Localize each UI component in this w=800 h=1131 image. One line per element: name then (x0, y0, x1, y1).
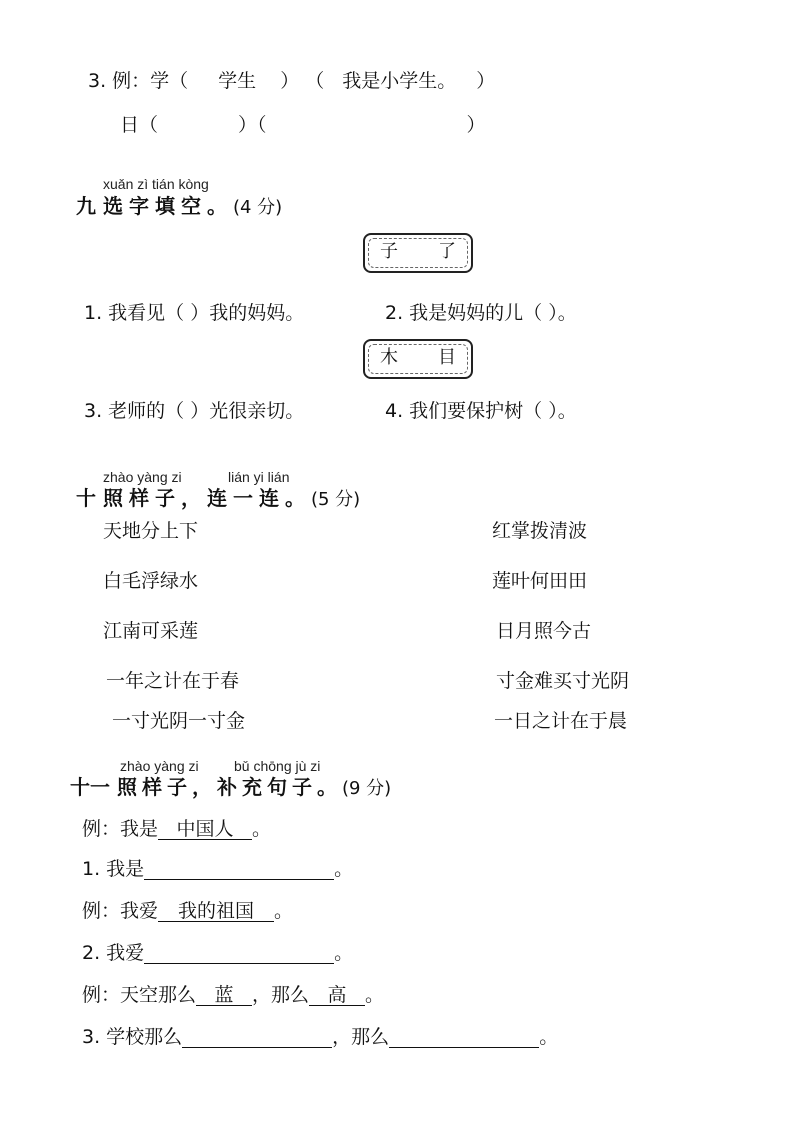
choice-box-1 (363, 233, 473, 273)
ex2-answer: 我的祖国 (158, 900, 274, 922)
section9-q3: 3. 老师的（ ）光很亲切。 (84, 400, 305, 422)
choice-2b: 目 (438, 347, 456, 368)
section11-pinyin-b: bǔ chōng jù zi (234, 758, 321, 774)
section10-title: 照样子，连一连。 (102, 486, 311, 510)
ex1-prefix: 例：我是 (82, 818, 159, 840)
q8-item3-close: ） (476, 70, 496, 92)
q8-line2-label: 日（ (120, 114, 159, 136)
section9-score: (4 分) (232, 197, 283, 218)
q3-end: 。 (539, 1026, 559, 1048)
section10-number: 十 (76, 486, 96, 510)
section10-heading (76, 486, 360, 512)
q8-item3-line2 (120, 114, 486, 136)
section9-heading (76, 194, 282, 220)
ex2-line (82, 900, 293, 922)
choice-1a: 子 (380, 241, 398, 262)
match-right-3[interactable]: 日月照今古 (496, 620, 592, 642)
q3-prefix: 3. 学校那么 (82, 1026, 183, 1048)
q3-blank2[interactable] (389, 1026, 539, 1048)
section10-pinyin-b: lián yi lián (228, 469, 290, 485)
section11-score: (9 分) (341, 778, 392, 799)
q8-item3-mid: ） （ (280, 70, 325, 92)
q1-prefix: 1. 我是 (82, 858, 145, 880)
q2-blank[interactable] (144, 942, 334, 964)
match-right-4[interactable]: 寸金难买寸光阴 (496, 670, 630, 692)
section10-score: (5 分) (310, 489, 361, 510)
q8-item3-line1 (88, 70, 495, 92)
choice-1b: 了 (438, 241, 456, 262)
section11-pinyin-a: zhào yàng zi (120, 758, 199, 774)
q2-line (82, 942, 353, 964)
match-left-5[interactable]: 一寸光阴一寸金 (112, 710, 246, 732)
ex3-mid: ，那么 (252, 984, 310, 1006)
match-right-1[interactable]: 红掌拨清波 (492, 520, 588, 542)
ex1-line (82, 818, 271, 840)
ex3-answer1: 蓝 (196, 984, 252, 1006)
ex3-line (82, 984, 384, 1006)
q1-end: 。 (334, 858, 354, 880)
choice-box-2 (363, 339, 473, 379)
ex1-end: 。 (252, 818, 272, 840)
section11-title: 照样子，补充句子。 (116, 775, 342, 799)
ex2-end: 。 (274, 900, 294, 922)
q8-item3-label: 3. 例：学（ (88, 70, 189, 92)
q1-blank[interactable] (144, 858, 334, 880)
choice-2a: 木 (380, 347, 398, 368)
q8-item3-example-sentence: 我是小学生。 (342, 70, 457, 92)
section9-q1: 1. 我看见（ ）我的妈妈。 (84, 302, 305, 324)
ex3-prefix: 例：天空那么 (82, 984, 197, 1006)
section9-title: 选字填空。 (102, 194, 233, 218)
ex3-end: 。 (365, 984, 385, 1006)
match-right-2[interactable]: 莲叶何田田 (492, 570, 588, 592)
ex3-answer2: 高 (309, 984, 365, 1006)
section9-q4: 4. 我们要保护树（ ）。 (385, 400, 577, 422)
q3-blank1[interactable] (182, 1026, 332, 1048)
q8-item3-example-word: 学生 (218, 70, 257, 92)
q8-line2-mid: ）（ (238, 114, 267, 136)
q3-line (82, 1026, 558, 1048)
q1-line (82, 858, 353, 880)
match-left-3[interactable]: 江南可采莲 (103, 620, 199, 642)
section9-number: 九 (76, 194, 96, 218)
section9-q2: 2. 我是妈妈的儿（ ）。 (385, 302, 577, 324)
q2-prefix: 2. 我爱 (82, 942, 145, 964)
section9-pinyin: xuǎn zì tián kòng (103, 176, 209, 192)
ex1-answer: 中国人 (158, 818, 252, 840)
q2-end: 。 (334, 942, 354, 964)
ex2-prefix: 例：我爱 (82, 900, 159, 922)
match-right-5[interactable]: 一日之计在于晨 (494, 710, 628, 732)
q8-line2-close: ） (466, 114, 486, 136)
match-left-2[interactable]: 白毛浮绿水 (103, 570, 199, 592)
section11-heading (70, 775, 391, 801)
match-left-1[interactable]: 天地分上下 (103, 520, 199, 542)
q3-mid: ，那么 (332, 1026, 390, 1048)
match-left-4[interactable]: 一年之计在于春 (106, 670, 240, 692)
section11-number: 十一 (70, 775, 110, 799)
section10-pinyin-a: zhào yàng zi (103, 469, 182, 485)
